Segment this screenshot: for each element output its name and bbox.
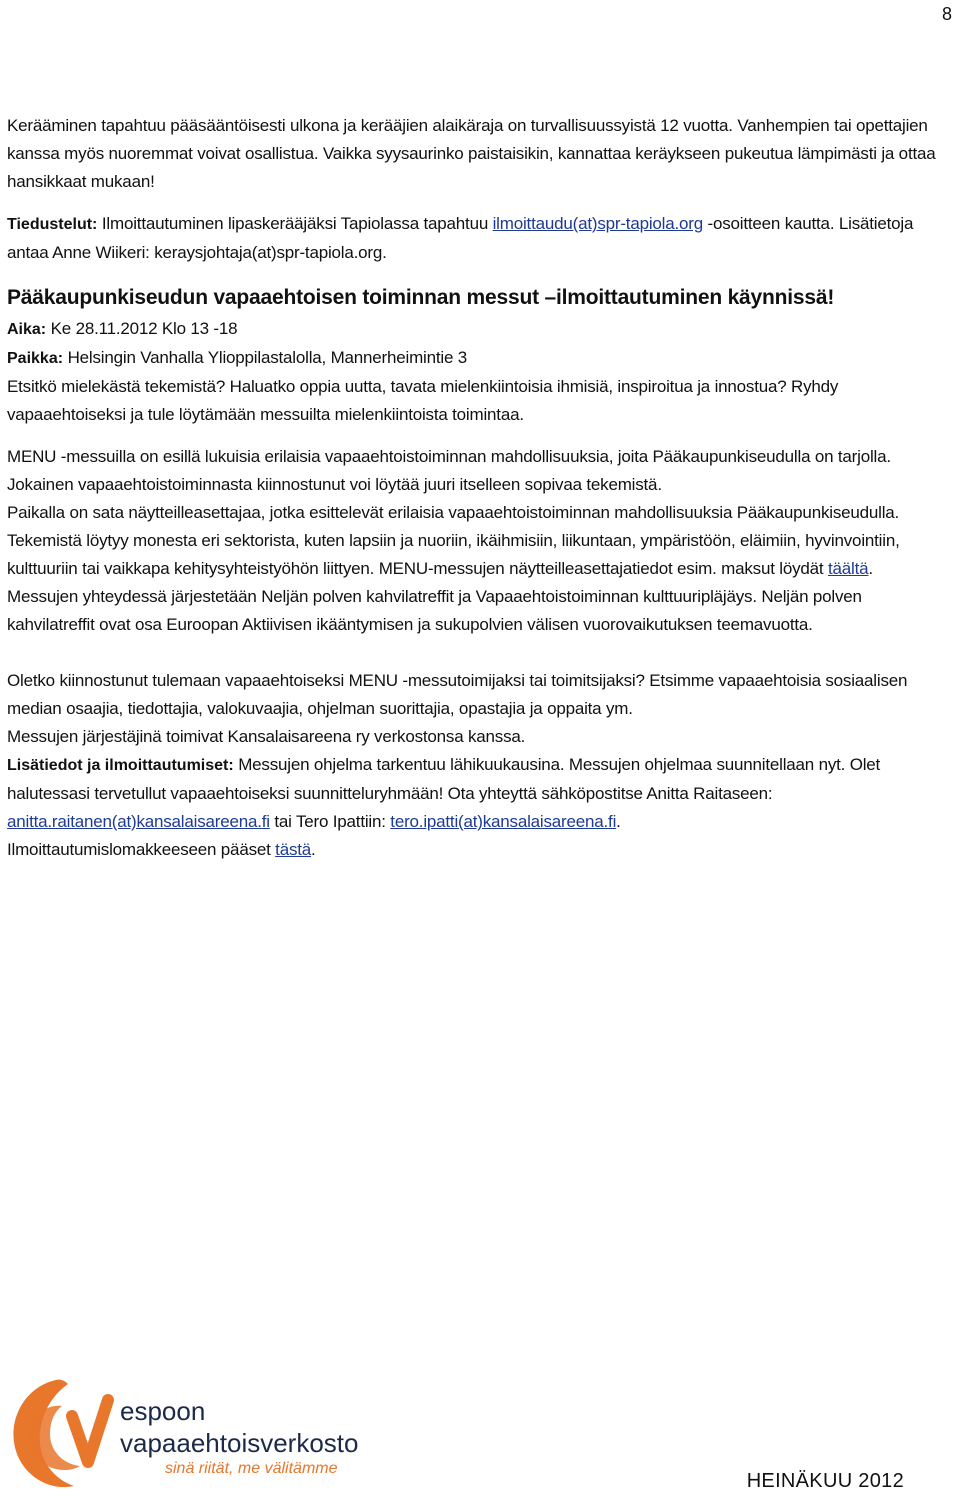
paragraph-collection: Kerääminen tapahtuu pääsääntöisesti ulkona ja kerääjien alaikäraja on turvallisuussyistä 12 vuotta. Vanhempien tai opettajien kanssa myös nuoremmat voivat osallistua. Vaikka syysaurinko paistaisikin, kannattaa keräykseen pukeutua lämpimästi ja ottaa hansikkaat mukaan!	[7, 116, 936, 191]
time-label: Aika:	[7, 321, 47, 338]
paragraph-menu: MENU -messuilla on esillä lukuisia erilaisia vapaaehtoistoiminnan mahdollisuuksia, joita Pääkaupunkiseudulla on tarjolla. Jokainen vapaaehtoistoiminnasta kiinnostunut voi löytää juuri itselleen sopivaa tekemistä.	[7, 447, 891, 494]
logo-line2: vapaaehtoisverkosto	[120, 1428, 359, 1458]
logo-line1: espoon	[120, 1396, 206, 1426]
logo	[8, 1376, 368, 1496]
link-taalta[interactable]: täältä	[827, 559, 869, 578]
ilmoittautuminen-end: .	[311, 840, 316, 859]
paragraph-oletko: Oletko kiinnostunut tulemaan vapaaehtoiseksi MENU -messutoimijaksi tai toimitsijaksi? Etsimme vapaaehtoisia sosiaalisen median osaajia, tiedottajia, valokuvaajia, ohjelman suorittajia, opastajia ja oppaita ym.	[7, 671, 908, 718]
paikalla-text: Paikalla on sata näytteilleasettajaa, jotka esittelevät erilaisia vapaaehtoistoiminnan mahdollisuuksia Pääkaupunkiseudulla. Tekemistä löytyy monesta eri sektorista, kuten lapsiin ja nuoriin, ikäihmisiin, liikuntaan, ympäristöön, eläimiin, hyvinvointiin, kulttuuriin tai vaikkapa kehitysyhteistyöhön liittyen. MENU-messujen näytteilleasettajatiedot esim. maksut löydät	[7, 503, 900, 578]
paragraph-neljan-polven: Messujen yhteydessä järjestetään Neljän polven kahvilatreffit ja Vapaaehtoistoiminnan kulttuuripläjäys. Neljän polven kahvilatreffit ovat osa Euroopan Aktiivisen ikääntymisen ja sukupolvien välisen vuorovaikutuksen teemavuotta.	[7, 587, 862, 634]
event-place	[7, 344, 951, 373]
paragraph-lisatiedot	[7, 751, 951, 836]
email-link-anitta[interactable]: anitta.raitanen(at)kansalaisareena.fi	[7, 812, 270, 831]
time-value: Ke 28.11.2012 Klo 13 -18	[46, 319, 238, 338]
tiedustelut-label: Tiedustelut:	[7, 216, 98, 233]
tiedustelut-text: Ilmoittautuminen lipaskerääjäksi Tapiolassa tapahtuu	[97, 214, 493, 233]
logo-tagline: sinä riität, me välitämme	[165, 1460, 338, 1477]
paikalla-end: .	[868, 559, 873, 578]
lisatiedot-label: Lisätiedot ja ilmoittautumiset:	[7, 757, 234, 774]
lisatiedot-text: Messujen ohjelma tarkentuu lähikuukausina. Messujen ohjelmaa suunnitellaan nyt. Olet halutessasi tervetullut vapaaehtoiseksi suunnitteluryhmään! Ota yhteyttä sähköpostitse Anitta Raitaseen:	[7, 755, 881, 803]
paragraph-ilmoittautuminen	[7, 836, 951, 864]
paragraph-paikalla	[7, 499, 951, 583]
document-body	[7, 112, 951, 864]
email-link-tero[interactable]: tero.ipatti(at)kansalaisareena.fi	[390, 812, 617, 831]
place-value: Helsingin Vanhalla Ylioppilastalolla, Mannerheimintie 3	[63, 348, 468, 367]
page-number: 8	[941, 4, 952, 24]
section-heading: Pääkaupunkiseudun vapaaehtoisen toiminnan messut –ilmoittautuminen käynnissä!	[7, 286, 835, 309]
lisatiedot-end: .	[616, 812, 621, 831]
link-tasta[interactable]: tästä	[275, 840, 312, 859]
event-time	[7, 315, 951, 344]
paragraph-etsitko: Etsitkö mielekästä tekemistä? Haluatko oppia uutta, tavata mielenkiintoisia ihmisiä, inspiroitua ja innostua? Ryhdy vapaaehtoiseksi ja tule löytämään messuilta mielenkiintoista toimintaa.	[7, 377, 839, 424]
footer-date: HEINÄKUU 2012	[746, 1470, 904, 1492]
email-link-ilmoittaudu[interactable]: ilmoittaudu(at)spr-tapiola.org	[492, 214, 703, 233]
place-label: Paikka:	[7, 350, 64, 367]
logo-mark-icon	[8, 1376, 118, 1496]
paragraph-jarjestajina: Messujen järjestäjinä toimivat Kansalaisareena ry verkostonsa kanssa.	[7, 727, 526, 746]
ilmoittautuminen-text: Ilmoittautumislomakkeeseen pääset	[7, 840, 276, 859]
paragraph-tiedustelut	[7, 210, 951, 267]
lisatiedot-text-2: tai Tero Ipattiin:	[269, 812, 391, 831]
tiedustelut-text-2: -osoitteen kautta. Lisätietoja antaa Anne Wiikeri: keraysjohtaja(at)spr-tapiola.org.	[7, 214, 914, 262]
